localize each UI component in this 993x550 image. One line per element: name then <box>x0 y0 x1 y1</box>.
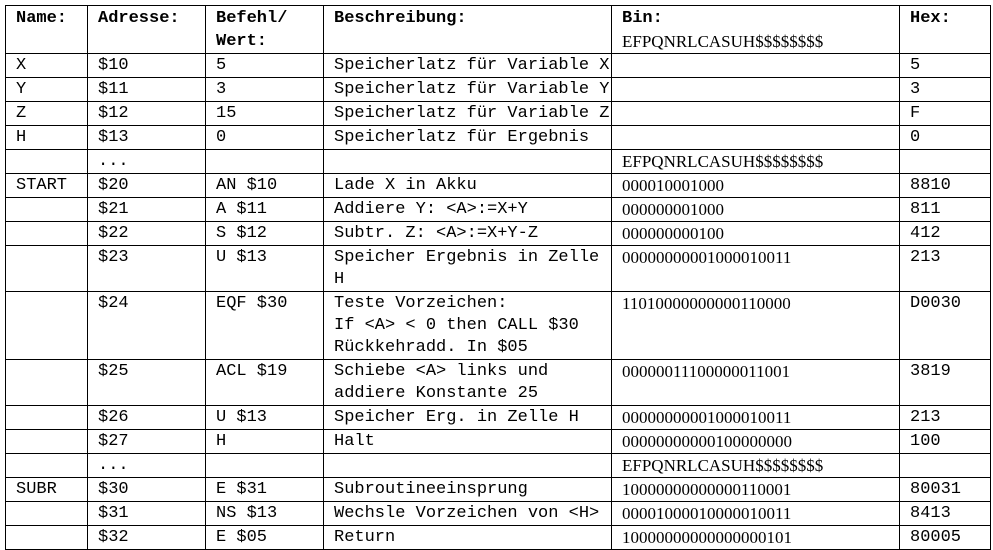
cell-name <box>6 198 88 222</box>
cell-name: Y <box>6 78 88 102</box>
description-line: addiere Konstante 25 <box>334 384 539 403</box>
cell-description <box>324 54 612 78</box>
cell-description <box>324 360 612 406</box>
cell-bin <box>612 126 900 150</box>
cell-description <box>324 246 612 292</box>
cell-description <box>324 102 612 126</box>
table-row <box>6 198 991 222</box>
table-row <box>6 126 991 150</box>
cell-bin <box>612 54 900 78</box>
description-line: Addiere Y: <A>:=X+Y <box>334 200 528 219</box>
cell-command: U $13 <box>206 406 324 430</box>
cell-description <box>324 292 612 360</box>
cell-command: 15 <box>206 102 324 126</box>
cell-description <box>324 222 612 246</box>
cell-name <box>6 454 88 478</box>
cell-bin: 000000000100 <box>612 222 900 246</box>
table-row <box>6 102 991 126</box>
cell-hex: 100 <box>900 430 991 454</box>
cell-hex: 80005 <box>900 526 991 550</box>
cell-description <box>324 406 612 430</box>
cell-name <box>6 502 88 526</box>
table-row <box>6 430 991 454</box>
cell-description <box>324 150 612 174</box>
table-row <box>6 406 991 430</box>
cell-address: $30 <box>88 478 206 502</box>
cell-bin: EFPQNRLCASUH$$$$$$$$ <box>612 454 900 478</box>
cell-bin: 000000001000 <box>612 198 900 222</box>
cell-hex: 8810 <box>900 174 991 198</box>
cell-bin <box>612 102 900 126</box>
cell-command: 0 <box>206 126 324 150</box>
cell-address: $32 <box>88 526 206 550</box>
description-line: Speicher Erg. in Zelle H <box>334 408 579 427</box>
header-bin <box>612 6 900 54</box>
cell-command <box>206 454 324 478</box>
cell-address: ... <box>88 150 206 174</box>
description-line: Subtr. Z: <A>:=X+Y-Z <box>334 224 539 243</box>
cell-bin: 00001000010000010011 <box>612 502 900 526</box>
cell-hex: 811 <box>900 198 991 222</box>
cell-address: $20 <box>88 174 206 198</box>
cell-address: $23 <box>88 246 206 292</box>
cell-command: 5 <box>206 54 324 78</box>
table-row <box>6 478 991 502</box>
cell-bin <box>612 78 900 102</box>
description-line: Subroutineeinsprung <box>334 480 528 499</box>
description-line: Return <box>334 528 396 547</box>
description-line: Speicherlatz für Variable Y <box>334 80 610 99</box>
cell-address: $27 <box>88 430 206 454</box>
cell-name <box>6 150 88 174</box>
table-row <box>6 54 991 78</box>
header-name: Name: <box>6 6 88 54</box>
cell-hex: 8413 <box>900 502 991 526</box>
cell-hex: 213 <box>900 246 991 292</box>
header-address: Adresse: <box>88 6 206 54</box>
description-line: Teste Vorzeichen: <box>334 294 508 313</box>
cell-command: ACL $19 <box>206 360 324 406</box>
cell-address: $10 <box>88 54 206 78</box>
cell-command: S $12 <box>206 222 324 246</box>
header-command <box>206 6 324 54</box>
cell-description <box>324 502 612 526</box>
cell-command: H <box>206 430 324 454</box>
header-bin-label: Bin: <box>622 9 663 28</box>
cell-address: $26 <box>88 406 206 430</box>
program-table <box>5 5 991 550</box>
header-description: Beschreibung: <box>324 6 612 54</box>
cell-name: START <box>6 174 88 198</box>
table-row <box>6 292 991 360</box>
cell-description <box>324 126 612 150</box>
cell-bin: 00000000001000010011 <box>612 246 900 292</box>
cell-hex: 412 <box>900 222 991 246</box>
cell-hex <box>900 454 991 478</box>
cell-command: EQF $30 <box>206 292 324 360</box>
cell-command: E $31 <box>206 478 324 502</box>
table-row <box>6 360 991 406</box>
cell-name: X <box>6 54 88 78</box>
cell-address: $22 <box>88 222 206 246</box>
header-command-line1: Befehl/ <box>216 9 288 28</box>
cell-address: ... <box>88 454 206 478</box>
cell-command: NS $13 <box>206 502 324 526</box>
table-row <box>6 150 991 174</box>
description-line: Rückkehradd. In $05 <box>334 338 528 357</box>
table-row <box>6 454 991 478</box>
cell-hex: 0 <box>900 126 991 150</box>
table-body <box>6 54 991 550</box>
cell-name <box>6 246 88 292</box>
description-line: Halt <box>334 432 375 451</box>
cell-command: U $13 <box>206 246 324 292</box>
cell-command: 3 <box>206 78 324 102</box>
cell-command: A $11 <box>206 198 324 222</box>
cell-hex <box>900 150 991 174</box>
cell-address: $31 <box>88 502 206 526</box>
cell-name: H <box>6 126 88 150</box>
table-row <box>6 222 991 246</box>
description-line: Speicher Ergebnis in Zelle <box>334 248 600 267</box>
table-row <box>6 502 991 526</box>
cell-description <box>324 526 612 550</box>
cell-hex: 3819 <box>900 360 991 406</box>
description-line: Speicherlatz für Variable X <box>334 56 610 75</box>
cell-name <box>6 292 88 360</box>
cell-command: AN $10 <box>206 174 324 198</box>
cell-bin: 10000000000000000101 <box>612 526 900 550</box>
cell-address: $25 <box>88 360 206 406</box>
cell-name <box>6 360 88 406</box>
cell-hex: 80031 <box>900 478 991 502</box>
cell-name <box>6 406 88 430</box>
cell-name <box>6 526 88 550</box>
header-bin-bits: EFPQNRLCASUH$$$$$$$$ <box>622 32 824 51</box>
cell-bin: 00000000001000010011 <box>612 406 900 430</box>
description-line: H <box>334 270 345 289</box>
cell-hex: D0030 <box>900 292 991 360</box>
cell-bin: 00000000000100000000 <box>612 430 900 454</box>
cell-address: $13 <box>88 126 206 150</box>
cell-address: $12 <box>88 102 206 126</box>
cell-description <box>324 198 612 222</box>
description-line: Wechsle Vorzeichen von <H> <box>334 504 600 523</box>
cell-name <box>6 222 88 246</box>
table-row <box>6 246 991 292</box>
table-row <box>6 78 991 102</box>
cell-description <box>324 478 612 502</box>
cell-name <box>6 430 88 454</box>
table-row <box>6 526 991 550</box>
cell-bin: 10000000000000110001 <box>612 478 900 502</box>
header-hex: Hex: <box>900 6 991 54</box>
cell-address: $21 <box>88 198 206 222</box>
cell-description <box>324 174 612 198</box>
header-row <box>6 6 991 54</box>
cell-bin: EFPQNRLCASUH$$$$$$$$ <box>612 150 900 174</box>
cell-command <box>206 150 324 174</box>
header-command-line2: Wert: <box>216 32 268 51</box>
cell-bin: 00000011100000011001 <box>612 360 900 406</box>
cell-bin: 11010000000000110000 <box>612 292 900 360</box>
cell-description <box>324 430 612 454</box>
cell-name: Z <box>6 102 88 126</box>
description-line: Speicherlatz für Ergebnis <box>334 128 590 147</box>
table-row <box>6 174 991 198</box>
description-line: If <A> < 0 then CALL $30 <box>334 316 579 335</box>
description-line: Schiebe <A> links und <box>334 362 549 381</box>
cell-description <box>324 78 612 102</box>
cell-description <box>324 454 612 478</box>
cell-hex: F <box>900 102 991 126</box>
cell-address: $24 <box>88 292 206 360</box>
description-line: Lade X in Akku <box>334 176 477 195</box>
description-line: Speicherlatz für Variable Z <box>334 104 610 123</box>
cell-address: $11 <box>88 78 206 102</box>
cell-hex: 213 <box>900 406 991 430</box>
cell-hex: 3 <box>900 78 991 102</box>
cell-bin: 000010001000 <box>612 174 900 198</box>
cell-hex: 5 <box>900 54 991 78</box>
cell-command: E $05 <box>206 526 324 550</box>
cell-name: SUBR <box>6 478 88 502</box>
